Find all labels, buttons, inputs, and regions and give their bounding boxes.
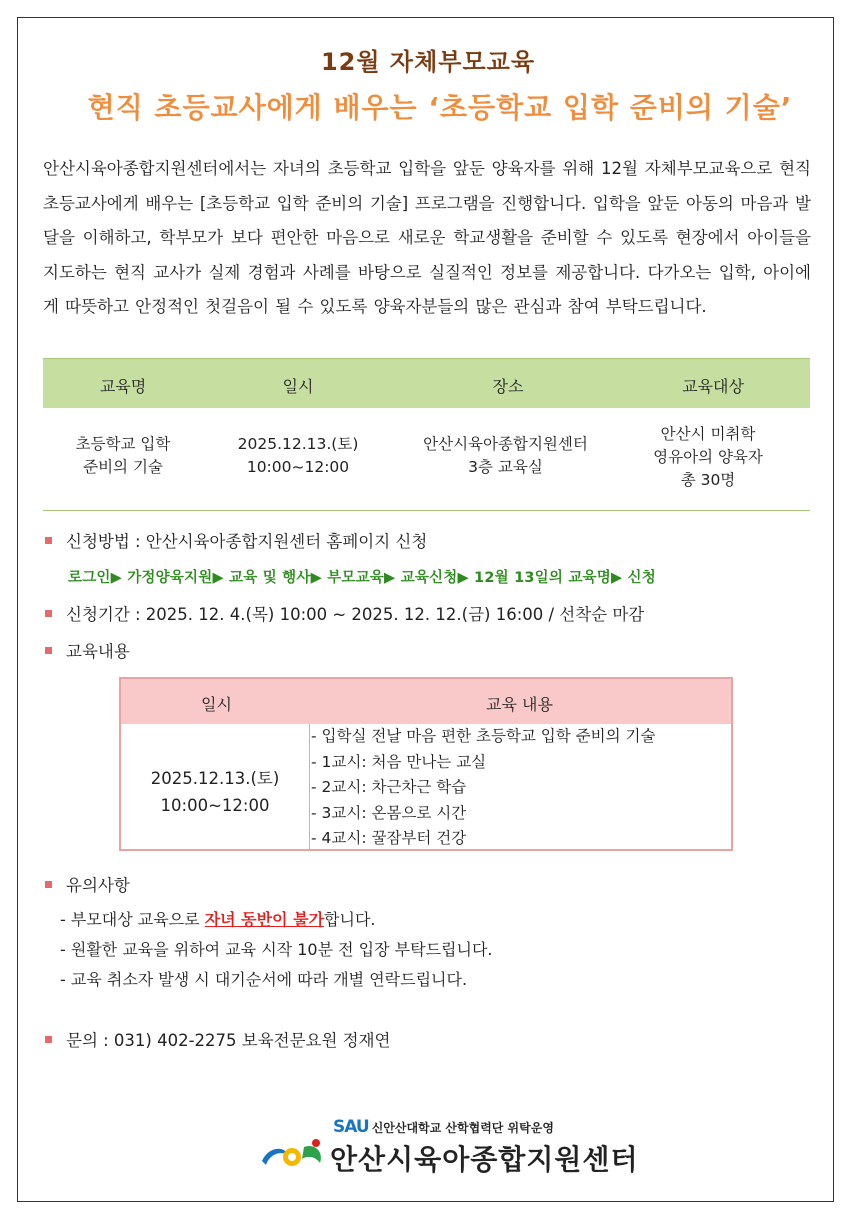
content-table-header	[121, 679, 731, 724]
info-table-header	[43, 358, 810, 408]
cell-target-line1: 안산시 미취학	[660, 425, 756, 443]
content-header-date: 일시	[201, 695, 232, 714]
content-heading	[45, 638, 130, 662]
bullet-icon	[45, 610, 52, 617]
cell-name	[43, 433, 203, 479]
bullet-icon	[45, 647, 52, 654]
cell-target-line3: 총 30명	[680, 471, 736, 489]
note-3: - 교육 취소자 발생 시 대기순서에 따라 개별 연락드립니다.	[60, 970, 468, 989]
content-header-content: 교육 내용	[486, 695, 553, 714]
content-date-line2: 10:00~12:00	[160, 796, 270, 815]
cell-place-line2: 3층 교육실	[468, 458, 543, 476]
list-item: - 1교시: 처음 만나는 교실	[311, 752, 487, 771]
cell-date-line2: 10:00~12:00	[246, 458, 350, 476]
intro-paragraph: 안산시육아종합지원센터에서는 자녀의 초등학교 입학을 앞둔 양육자를 위해 12월 자체부모교육으로 현직 초등교사에게 배우는 [초등학교 입학 준비의 기술] 프로그램을 진행합니다. 입학을 앞둔 아동의 마음과 발달을 이해하고, 학부모가 보다 편안한 마음으로 새로운 학교생활을 준비할 수 있도록 현장에서 아이들을 지도하는 현직 교사가 실제 경험과 사례를 바탕으로 실질적인 정보를 제공합니다. 다가오는 입학, 아이에게 따뜻하고 안정적인 첫걸음이 될 수 있도록 양육자분들의 많은 관심과 참여 부탁드립니다.	[43, 159, 811, 316]
apply-steps: 로그인▶ 가정양육지원▶ 교육 및 행사▶ 부모교육▶ 교육신청▶ 12월 13일의 교육명▶ 신청	[68, 570, 656, 586]
info-table-row	[43, 407, 810, 511]
cell-place	[393, 433, 618, 479]
note-2: - 원활한 교육을 위하여 교육 시작 10분 전 입장 부탁드립니다.	[60, 940, 493, 959]
notes-heading	[45, 872, 130, 896]
operator-label	[333, 1117, 554, 1137]
list-item: - 입학실 전날 마음 편한 초등학교 입학 준비의 기술	[311, 727, 656, 745]
note-1-suffix: 합니다.	[324, 910, 376, 929]
content-heading-text: 교육내용	[66, 642, 130, 661]
header-name: 교육명	[99, 377, 147, 396]
cell-target	[633, 423, 783, 492]
content-date	[121, 765, 309, 819]
cell-name-line2: 준비의 기술	[83, 458, 163, 476]
contact-text: 문의 : 031) 402-2275 보육전문요원 정재연	[66, 1031, 391, 1050]
apply-method-text: 신청방법 : 안산시육아종합지원센터 홈페이지 신청	[66, 532, 428, 551]
cell-place-line1: 안산시육아종합지원센터	[423, 435, 588, 453]
page-subtitle: 현직 초등교사에게 배우는 ‘초등학교 입학 준비의 기술’	[87, 91, 793, 124]
cell-name-line1: 초등학교 입학	[75, 435, 171, 453]
operator-text: 신안산대학교 산학협력단 위탁운영	[371, 1121, 554, 1135]
note-1	[60, 907, 376, 930]
contact	[45, 1027, 390, 1051]
cell-date	[213, 433, 383, 479]
center-logo-icon	[258, 1133, 328, 1173]
bullet-icon	[45, 881, 52, 888]
bullet-icon	[45, 1036, 52, 1043]
sau-logo: SAU	[333, 1117, 369, 1137]
content-date-line1: 2025.12.13.(토)	[150, 769, 280, 788]
notes-heading-text: 유의사항	[66, 876, 130, 895]
list-item: - 3교시: 온몸으로 시간	[311, 803, 467, 822]
content-list	[311, 724, 655, 852]
cell-target-line2: 영유아의 양육자	[653, 448, 763, 466]
header-place: 장소	[492, 377, 524, 396]
center-logo-text: 안산시육아종합지원센터	[330, 1143, 639, 1176]
page-title: 12월 자체부모교육	[320, 48, 536, 76]
note-1-warning: 자녀 동반이 불가	[204, 910, 325, 929]
apply-period	[45, 601, 644, 625]
header-target: 교육대상	[682, 377, 744, 396]
apply-period-text: 신청기간 : 2025. 12. 4.(목) 10:00 ~ 2025. 12. 12.(금) 16:00 / 선착순 마감	[66, 605, 645, 624]
bullet-icon	[45, 537, 52, 544]
note-1-prefix: - 부모대상 교육으로	[60, 910, 205, 929]
cell-date-line1: 2025.12.13.(토)	[237, 435, 359, 453]
table-divider	[309, 724, 310, 849]
apply-method	[45, 528, 427, 552]
list-item: - 4교시: 꿀잠부터 건강	[311, 829, 467, 847]
content-table	[119, 677, 733, 851]
header-date: 일시	[282, 377, 314, 396]
list-item: - 2교시: 차근차근 학습	[311, 778, 467, 796]
